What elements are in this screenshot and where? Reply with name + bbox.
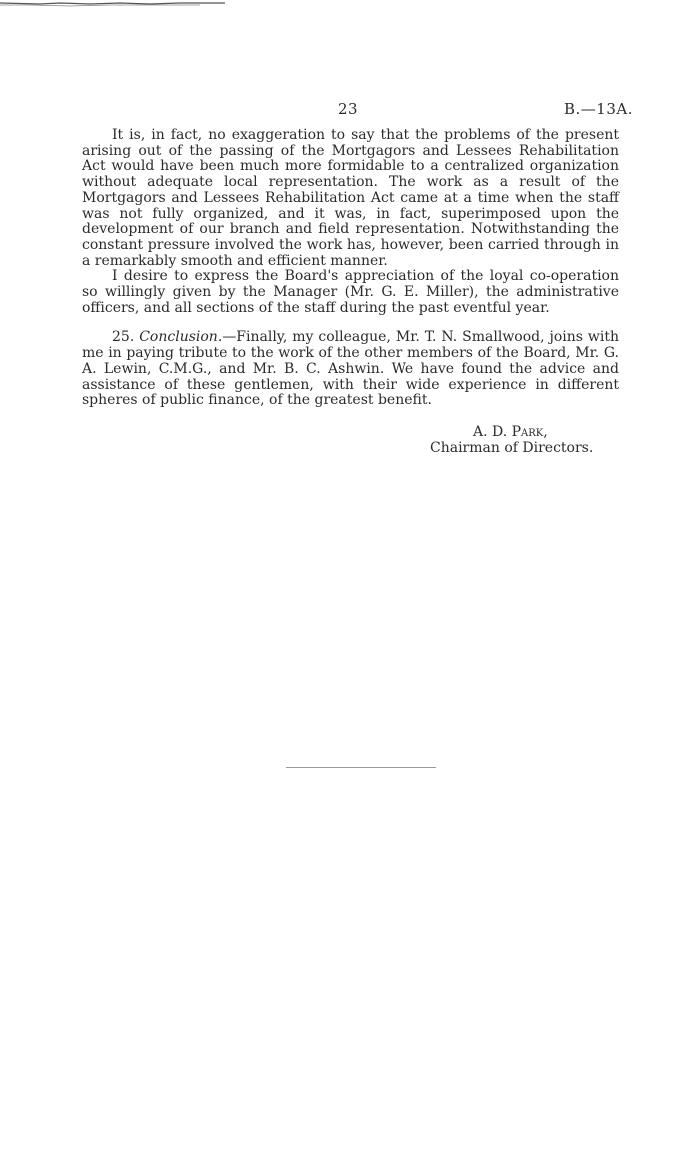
paragraph-conclusion bbox=[82, 330, 619, 409]
conclusion-text: —Finally, my colleague, Mr. T. N. Smallwood, joins with me in paying tribute to the work of the other members of the Board, Mr. G. A. Lewin, C.M.G., and Mr. B. C. Ashwin. We have found the advice and assistance of these gentlemen, with their wide experience in different spheres of public finance, of the greatest benefit. bbox=[82, 329, 619, 409]
scan-edge-mark bbox=[0, 0, 225, 8]
paragraph-problems: It is, in fact, no exaggeration to say that the problems of the present arising out of the passing of the Mortgagors and Lessees Rehabilitation Act would have been much more formidable to a centralized organization without adequate local representation. The work as a result of the Mortgagors and Lessees Rehabilitation Act came at a time when the staff was not fully organized, and it was, in fact, superimposed upon the development of our branch and field representation. Notwithstanding the constant pressure involved the work has, however, been carried through in a remarkably smooth and efficient manner. bbox=[82, 127, 619, 269]
report-body bbox=[82, 128, 619, 409]
signature-block bbox=[430, 424, 630, 456]
signatory-initials: A. D. bbox=[473, 424, 512, 440]
section-heading: Conclusion. bbox=[139, 329, 223, 346]
document-reference: B.—13A. bbox=[564, 100, 633, 118]
paragraph-appreciation: I desire to express the Board's appreciation of the loyal co-operation so willingly given by the Manager (Mr. G. E. Miller), the administrative officers, and all sections of the staff during the past eventful year. bbox=[82, 268, 619, 316]
signatory-name-suffix: , bbox=[543, 424, 548, 440]
signatory-surname: Park bbox=[511, 424, 544, 440]
signatory-title: Chairman of Directors. bbox=[430, 440, 594, 456]
end-rule-divider bbox=[286, 767, 436, 768]
section-number: 25. bbox=[112, 329, 135, 346]
page-number: 23 bbox=[338, 100, 359, 118]
signatory-name bbox=[430, 424, 630, 440]
